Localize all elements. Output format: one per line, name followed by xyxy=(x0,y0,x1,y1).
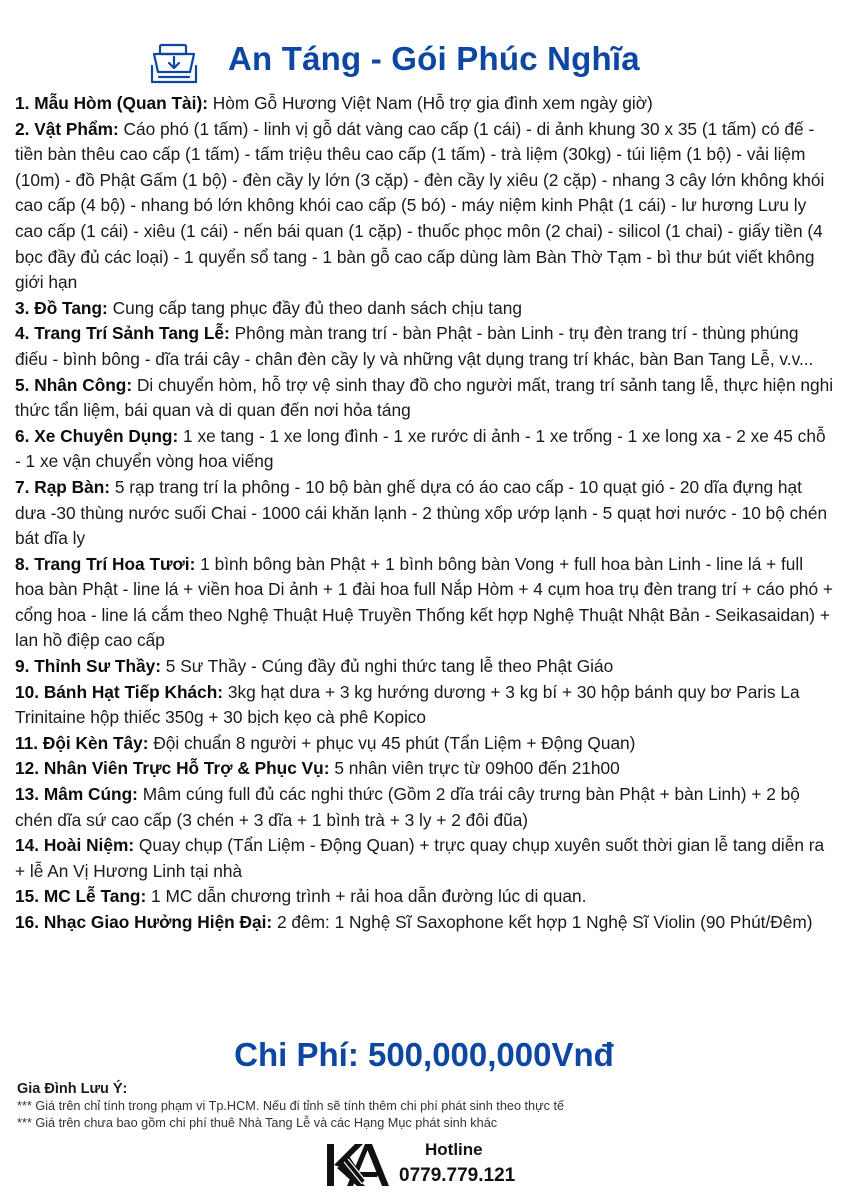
list-item xyxy=(15,756,835,782)
footer xyxy=(325,1138,585,1194)
item-label: 11. Đội Kèn Tây: xyxy=(15,732,149,753)
price-total: Chi Phí: 500,000,000Vnđ xyxy=(234,1036,614,1073)
note-line: *** Giá trên chưa bao gồm chi phí thuê Nhà Tang Lễ và các Hạng Mục phát sinh khác xyxy=(17,1116,498,1130)
notes-section xyxy=(17,1080,837,1132)
list-item xyxy=(15,424,835,475)
item-label: 8. Trang Trí Hoa Tươi: xyxy=(15,553,196,574)
list-item xyxy=(15,782,835,833)
item-text: Đội chuẩn 8 người + phục vụ 45 phút (Tẩn Liệm + Động Quan) xyxy=(153,732,636,753)
hotline-label: Hotline xyxy=(425,1140,483,1159)
item-label: 12. Nhân Viên Trực Hỗ Trợ & Phục Vụ: xyxy=(15,758,330,779)
list-item xyxy=(15,475,835,552)
package-item-list xyxy=(15,91,835,936)
item-text: Phông màn trang trí - bàn Phật - bàn Linh - trụ đèn trang trí - thùng phúng điếu - bình bông - dĩa trái cây - chân đèn cầy ly và những vật dụng trang trí khác, bàn Ban Tang Lễ, v.v... xyxy=(15,323,814,369)
list-item xyxy=(15,296,835,322)
list-item xyxy=(15,833,835,884)
list-item xyxy=(15,910,835,936)
list-item xyxy=(15,117,835,296)
item-text: 2 đêm: 1 Nghệ Sĩ Saxophone kết hợp 1 Nghệ Sĩ Violin (90 Phút/Đêm) xyxy=(277,912,813,932)
list-item xyxy=(15,91,835,117)
item-text: 5 nhân viên trực từ 09h00 đến 21h00 xyxy=(334,758,620,779)
hotline-number[interactable]: 0779.779.121 xyxy=(399,1165,516,1186)
item-label: 3. Đồ Tang: xyxy=(15,297,108,318)
item-label: 6. Xe Chuyên Dụng: xyxy=(15,425,179,446)
item-label: 14. Hoài Niệm: xyxy=(15,835,135,856)
list-item xyxy=(15,321,835,372)
item-label: 7. Rạp Bàn: xyxy=(15,476,111,497)
item-text: Quay chụp (Tẩn Liệm - Động Quan) + trực quay chụp xuyên suốt thời gian lễ tang diễn ra + lễ An Vị Hương Linh tại nhà xyxy=(15,835,825,881)
item-label: 9. Thỉnh Sư Thầy: xyxy=(15,656,161,677)
list-item xyxy=(15,680,835,731)
item-text: 5 rạp trang trí la phông - 10 bộ bàn ghế dựa có áo cao cấp - 10 quạt gió - 20 dĩa đựng hạt dưa -30 thùng nước suối Chai - 1000 cái khăn lạnh - 2 thùng xốp ướp lạnh - 5 quạt hơi nước - 10 bộ chén bát dĩa ly xyxy=(15,476,828,549)
item-text: 3kg hạt dưa + 3 kg hướng dương + 3 kg bí + 30 hộp bánh quy bơ Paris La Trinitaine hộp thiếc 350g + 30 bịch kẹo cà phê Kopico xyxy=(15,681,800,728)
item-text: Hòm Gỗ Hương Việt Nam (Hỗ trợ gia đình xem ngày giờ) xyxy=(212,93,653,113)
notes-title: Gia Đình Lưu Ý: xyxy=(17,1081,128,1097)
list-item xyxy=(15,654,835,680)
item-label: 5. Nhân Công: xyxy=(15,374,133,395)
coffin-box-icon xyxy=(150,42,198,86)
item-text: Cung cấp tang phục đầy đủ theo danh sách chịu tang xyxy=(112,297,522,318)
item-text: Mâm cúng full đủ các nghi thức (Gồm 2 dĩa trái cây trưng bàn Phật + bàn Linh) + 2 bộ chén dĩa sứ cao cấp (3 chén + 3 dĩa + 1 bình trà + 3 ly + 2 đôi đũa) xyxy=(15,784,800,830)
item-label: 16. Nhạc Giao Hưởng Hiện Đại: xyxy=(15,912,273,932)
list-item xyxy=(15,373,835,424)
list-item xyxy=(15,552,835,654)
note-line: *** Giá trên chỉ tính trong phạm vi Tp.HCM. Nếu đi tỉnh sẽ tính thêm chi phí phát sinh theo thực tế xyxy=(17,1099,565,1113)
item-label: 4. Trang Trí Sảnh Tang Lễ: xyxy=(15,323,230,344)
header xyxy=(0,38,848,94)
item-label: 1. Mẫu Hòm (Quan Tài): xyxy=(15,93,208,113)
brand-logo-icon xyxy=(325,1140,391,1190)
list-item xyxy=(15,731,835,757)
item-text: 1 MC dẫn chương trình + rải hoa dẫn đường lúc di quan. xyxy=(151,886,587,907)
item-label: 10. Bánh Hạt Tiếp Khách: xyxy=(15,681,224,702)
item-label: 15. MC Lễ Tang: xyxy=(15,886,147,907)
item-text: 1 xe tang - 1 xe long đình - 1 xe rước di ảnh - 1 xe trống - 1 xe long xa - 2 xe 45 chỗ - 1 xe vận chuyển vòng hoa viếng xyxy=(15,425,826,472)
page-title: An Táng - Gói Phúc Nghĩa xyxy=(228,40,640,77)
list-item xyxy=(15,884,835,910)
item-text: Di chuyển hòm, hỗ trợ vệ sinh thay đồ cho người mất, trang trí sảnh tang lễ, thực hiện nghi thức tẩn liệm, bái quan và di quan đến nơi hỏa táng xyxy=(15,374,834,421)
item-text: Cáo phó (1 tấm) - linh vị gỗ dát vàng cao cấp (1 cái) - di ảnh khung 30 x 35 (1 tấm) có đế - tiền bàn thêu cao cấp (1 tấm) - tấm triệu thêu cao cấp (1 tấm) - trà liệm (30kg) - túi liệm (1 bộ) - vải liệm (10m) - đồ Phật Gấm (1 bộ) - đèn cầy ly lớn (3 cặp) - đèn cầy ly xiêu (2 cặp) - nhang 3 cây lớn không khói cao cấp (4 bộ) - nhang bó lớn không khói cao cấp (5 bó) - máy niệm kinh Phật (1 cái) - lư hương Lưu ly cao cấp (1 cái) - xiêu (1 cái) - nến bái quan (1 cặp) - thuốc phọc môn (2 chai) - silicol (1 chai) - giấy tiền (4 bọc đầy đủ các loại) - 1 quyển sổ tang - 1 bàn gỗ cao cấp dùng làm Bàn Thờ Tạm - bì thư bút viết không giới hạn xyxy=(15,118,825,293)
item-label: 13. Mâm Cúng: xyxy=(15,784,138,805)
item-label: 2. Vật Phẩm: xyxy=(15,118,119,139)
item-text: 5 Sư Thầy - Cúng đầy đủ nghi thức tang lễ theo Phật Giáo xyxy=(165,656,614,677)
item-text: 1 bình bông bàn Phật + 1 bình bông bàn Vong + full hoa bàn Linh - line lá + full hoa bàn Phật - line lá + viền hoa Di ảnh + 1 đài hoa full Nắp Hòm + 4 cụm hoa trụ đèn trang trí + cáo phó + cổng hoa - line lá cắm theo Nghệ Thuật Huệ Truyền Thống kết hợp Nghệ Thuật Nhật Bản - Seikasaidan) + lan hồ điệp cao cấp xyxy=(15,553,834,651)
